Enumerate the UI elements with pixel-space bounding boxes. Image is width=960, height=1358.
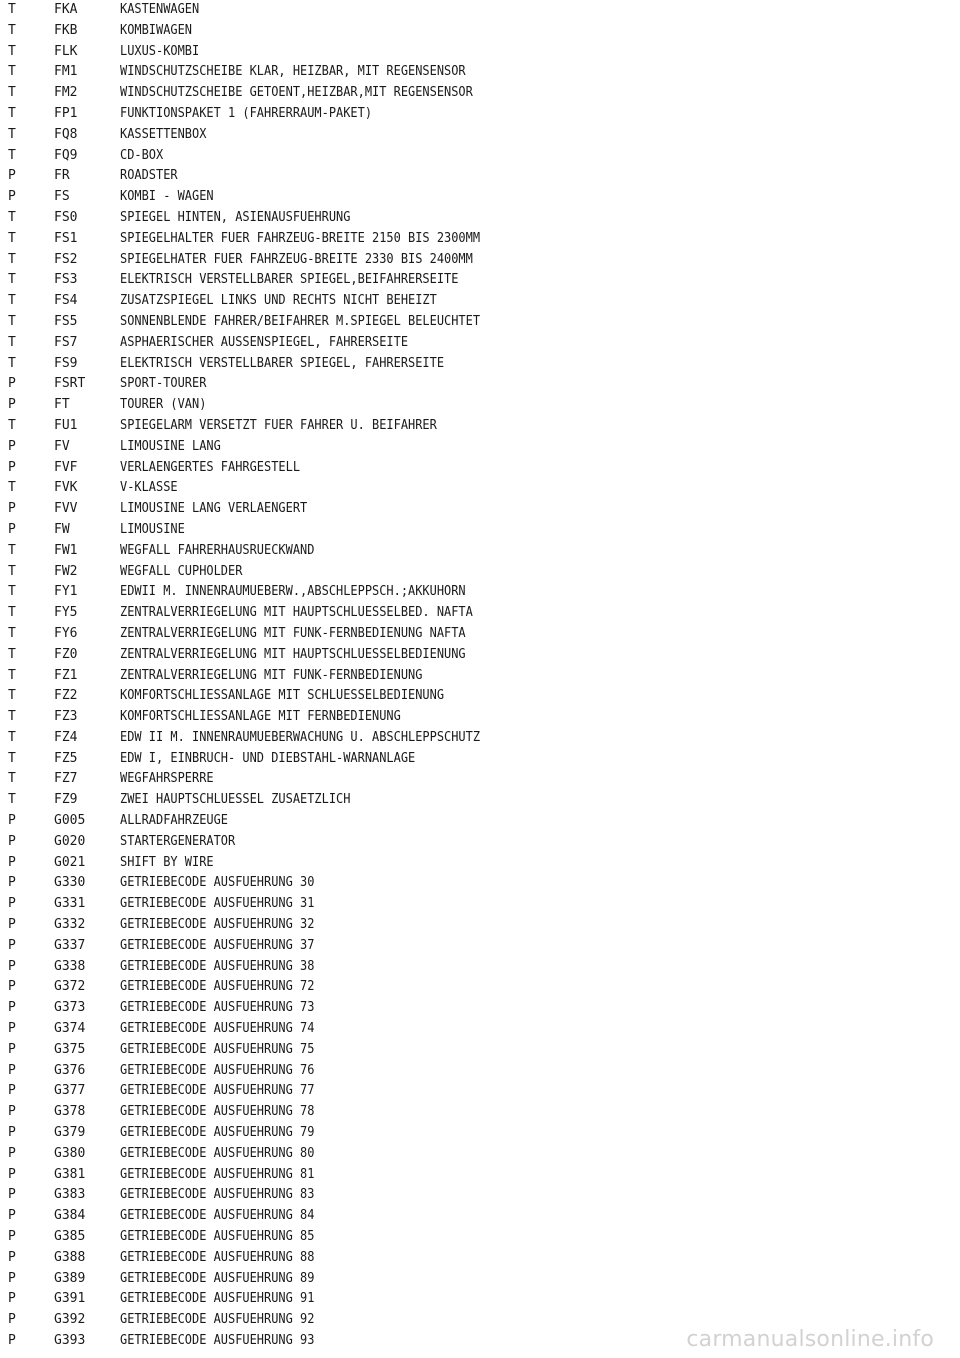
code-row (8, 208, 948, 229)
entry-description: GETRIEBECODE AUSFUEHRUNG 81 (120, 1166, 315, 1182)
entry-code: G389 (54, 1270, 86, 1286)
entry-description: ZENTRALVERRIEGELUNG MIT HAUPTSCHLUESSELBEDIENUNG (120, 646, 466, 662)
entry-type: T (8, 22, 16, 38)
code-row (8, 42, 948, 63)
code-row (8, 1144, 948, 1165)
entry-code: FSRT (54, 376, 86, 392)
entry-type: P (8, 1000, 16, 1016)
entry-type: P (8, 1208, 16, 1224)
code-row (8, 582, 948, 603)
entry-type: P (8, 189, 16, 205)
entry-type: P (8, 1333, 16, 1348)
entry-code: G380 (54, 1145, 86, 1161)
entry-description: GETRIEBECODE AUSFUEHRUNG 89 (120, 1270, 315, 1286)
entry-code: FVK (54, 480, 78, 496)
entry-description: SONNENBLENDE FAHRER/BEIFAHRER M.SPIEGEL BELEUCHTET (120, 313, 481, 329)
entry-description: KOMFORTSCHLIESSANLAGE MIT SCHLUESSELBEDIENUNG (120, 688, 445, 704)
entry-type: P (8, 1021, 16, 1037)
code-row (8, 146, 948, 167)
entry-type: T (8, 355, 16, 371)
entry-type: P (8, 1291, 16, 1307)
entry-type: P (8, 1187, 16, 1203)
entry-description: ASPHAERISCHER AUSSENSPIEGEL, FAHRERSEITE (120, 334, 409, 350)
entry-type: P (8, 1166, 16, 1182)
entry-type: T (8, 625, 16, 641)
code-row (8, 62, 948, 83)
code-row (8, 21, 948, 42)
entry-description: ELEKTRISCH VERSTELLBARER SPIEGEL, FAHRERSEITE (120, 355, 445, 371)
entry-type: P (8, 1229, 16, 1245)
code-row (8, 1206, 948, 1227)
entry-description: GETRIEBECODE AUSFUEHRUNG 77 (120, 1083, 315, 1099)
code-row (8, 707, 948, 728)
code-row (8, 666, 948, 687)
entry-description: LIMOUSINE (120, 521, 185, 537)
entry-description: KOMFORTSCHLIESSANLAGE MIT FERNBEDIENUNG (120, 709, 401, 725)
entry-description: KASTENWAGEN (120, 2, 200, 17)
entry-type: P (8, 833, 16, 849)
entry-description: GETRIEBECODE AUSFUEHRUNG 93 (120, 1333, 315, 1348)
entry-code: FKA (54, 2, 78, 17)
entry-code: G005 (54, 813, 86, 829)
entry-description: FUNKTIONSPAKET 1 (FAHRERRAUM-PAKET) (120, 105, 373, 121)
entry-description: GETRIEBECODE AUSFUEHRUNG 91 (120, 1291, 315, 1307)
entry-description: EDW I, EINBRUCH- UND DIEBSTAHL-WARNANLAGE (120, 750, 416, 766)
entry-code: G376 (54, 1062, 86, 1078)
code-row (8, 437, 948, 458)
entry-type: T (8, 542, 16, 558)
code-row (8, 1248, 948, 1269)
entry-code: FZ7 (54, 771, 78, 787)
code-row (8, 104, 948, 125)
code-row (8, 894, 948, 915)
entry-type: T (8, 334, 16, 350)
entry-type: T (8, 313, 16, 329)
code-row (8, 250, 948, 271)
entry-type: P (8, 979, 16, 995)
entry-description: GETRIEBECODE AUSFUEHRUNG 38 (120, 958, 315, 974)
entry-code: FP1 (54, 105, 78, 121)
code-row (8, 603, 948, 624)
entry-code: FZ5 (54, 750, 78, 766)
entry-type: T (8, 584, 16, 600)
entry-description: WEGFALL CUPHOLDER (120, 563, 243, 579)
entry-type: P (8, 854, 16, 870)
entry-type: T (8, 563, 16, 579)
entry-type: T (8, 792, 16, 808)
entry-code: G379 (54, 1125, 86, 1141)
entry-code: FS (54, 189, 70, 205)
entry-description: ZENTRALVERRIEGELUNG MIT FUNK-FERNBEDIENUNG NAFTA (120, 625, 466, 641)
entry-description: SPIEGEL HINTEN, ASIENAUSFUEHRUNG (120, 209, 351, 225)
entry-type: T (8, 771, 16, 787)
entry-code: G374 (54, 1021, 86, 1037)
entry-code: FR (54, 168, 70, 184)
entry-code: G381 (54, 1166, 86, 1182)
entry-description: WEGFALL FAHRERHAUSRUECKWAND (120, 542, 315, 558)
code-row (8, 1081, 948, 1102)
code-row (8, 499, 948, 520)
entry-description: GETRIEBECODE AUSFUEHRUNG 37 (120, 937, 315, 953)
code-row (8, 270, 948, 291)
entry-code: FZ4 (54, 729, 78, 745)
code-row (8, 166, 948, 187)
entry-description: LIMOUSINE LANG VERLAENGERT (120, 501, 308, 517)
code-row (8, 0, 948, 21)
entry-code: FZ1 (54, 667, 78, 683)
entry-code: FS0 (54, 209, 78, 225)
entry-description: VERLAENGERTES FAHRGESTELL (120, 459, 301, 475)
entry-description: KOMBI - WAGEN (120, 189, 214, 205)
code-row (8, 229, 948, 250)
code-row (8, 354, 948, 375)
entry-description: GETRIEBECODE AUSFUEHRUNG 31 (120, 896, 315, 912)
entry-code: FVV (54, 501, 78, 517)
entry-type: T (8, 105, 16, 121)
entry-type: P (8, 521, 16, 537)
code-row (8, 187, 948, 208)
entry-type: T (8, 480, 16, 496)
code-row (8, 1123, 948, 1144)
entry-code: FQ9 (54, 147, 78, 163)
entry-description: GETRIEBECODE AUSFUEHRUNG 75 (120, 1041, 315, 1057)
entry-type: T (8, 272, 16, 288)
entry-code: FT (54, 397, 70, 413)
entry-code: FS1 (54, 230, 78, 246)
entry-code: G021 (54, 854, 86, 870)
entry-description: SHIFT BY WIRE (120, 854, 214, 870)
entry-type: P (8, 376, 16, 392)
entry-description: GETRIEBECODE AUSFUEHRUNG 85 (120, 1229, 315, 1245)
code-row (8, 541, 948, 562)
code-row (8, 624, 948, 645)
entry-code: G392 (54, 1312, 86, 1328)
entry-type: T (8, 293, 16, 309)
entry-description: GETRIEBECODE AUSFUEHRUNG 32 (120, 917, 315, 933)
code-row (8, 125, 948, 146)
entry-code: FZ9 (54, 792, 78, 808)
code-row (8, 873, 948, 894)
entry-description: ZENTRALVERRIEGELUNG MIT FUNK-FERNBEDIENUNG (120, 667, 423, 683)
entry-type: P (8, 1145, 16, 1161)
entry-code: FS5 (54, 313, 78, 329)
code-row (8, 1040, 948, 1061)
entry-code: FY5 (54, 605, 78, 621)
entry-code: G385 (54, 1229, 86, 1245)
entry-type: T (8, 85, 16, 101)
entry-description: EDW II M. INNENRAUMUEBERWACHUNG U. ABSCHLEPPSCHUTZ (120, 729, 481, 745)
entry-code: G388 (54, 1249, 86, 1265)
entry-code: FM1 (54, 64, 78, 80)
code-row (8, 998, 948, 1019)
entry-description: CD-BOX (120, 147, 164, 163)
code-row (8, 811, 948, 832)
code-row (8, 1102, 948, 1123)
code-row (8, 395, 948, 416)
entry-type: P (8, 1083, 16, 1099)
entry-type: P (8, 1312, 16, 1328)
entry-type: P (8, 168, 16, 184)
code-row (8, 416, 948, 437)
entry-type: T (8, 43, 16, 59)
entry-description: TOURER (VAN) (120, 397, 207, 413)
entry-type: T (8, 709, 16, 725)
entry-code: G372 (54, 979, 86, 995)
entry-type: P (8, 501, 16, 517)
entry-code: FS4 (54, 293, 78, 309)
entry-description: GETRIEBECODE AUSFUEHRUNG 92 (120, 1312, 315, 1328)
code-row (8, 832, 948, 853)
code-row (8, 853, 948, 874)
entry-type: T (8, 667, 16, 683)
entry-code: FV (54, 438, 70, 454)
entry-type: P (8, 896, 16, 912)
code-row (8, 957, 948, 978)
code-row (8, 291, 948, 312)
code-row (8, 977, 948, 998)
code-row (8, 520, 948, 541)
entry-type: T (8, 2, 16, 17)
code-row (8, 374, 948, 395)
entry-description: SPIEGELHATER FUER FAHRZEUG-BREITE 2330 BIS 2400MM (120, 251, 473, 267)
entry-type: T (8, 417, 16, 433)
entry-type: T (8, 750, 16, 766)
entry-code: FKB (54, 22, 78, 38)
entry-description: V-KLASSE (120, 480, 178, 496)
code-row (8, 333, 948, 354)
entry-type: P (8, 958, 16, 974)
entry-code: FZ2 (54, 688, 78, 704)
entry-description: ELEKTRISCH VERSTELLBARER SPIEGEL,BEIFAHRERSEITE (120, 272, 459, 288)
entry-code: FW2 (54, 563, 78, 579)
entry-code: FM2 (54, 85, 78, 101)
code-row (8, 686, 948, 707)
code-row (8, 936, 948, 957)
code-row (8, 1019, 948, 1040)
entry-type: T (8, 688, 16, 704)
entry-code: G330 (54, 875, 86, 891)
entry-code: G377 (54, 1083, 86, 1099)
code-row (8, 1289, 948, 1310)
code-row (8, 562, 948, 583)
code-row (8, 1269, 948, 1290)
entry-description: ZENTRALVERRIEGELUNG MIT HAUPTSCHLUESSELBED. NAFTA (120, 605, 473, 621)
entry-code: FS2 (54, 251, 78, 267)
entry-description: WEGFAHRSPERRE (120, 771, 214, 787)
code-row (8, 478, 948, 499)
entry-code: FZ3 (54, 709, 78, 725)
entry-description: GETRIEBECODE AUSFUEHRUNG 84 (120, 1208, 315, 1224)
entry-code: FS7 (54, 334, 78, 350)
entry-type: P (8, 1041, 16, 1057)
entry-description: SPIEGELARM VERSETZT FUER FAHRER U. BEIFAHRER (120, 417, 437, 433)
entry-type: P (8, 438, 16, 454)
code-row (8, 458, 948, 479)
entry-description: WINDSCHUTZSCHEIBE GETOENT,HEIZBAR,MIT REGENSENSOR (120, 85, 473, 101)
entry-type: T (8, 209, 16, 225)
entry-code: G383 (54, 1187, 86, 1203)
code-row (8, 1165, 948, 1186)
entry-type: P (8, 813, 16, 829)
entry-code: G384 (54, 1208, 86, 1224)
entry-type: T (8, 605, 16, 621)
entry-code: G020 (54, 833, 86, 849)
code-row (8, 1061, 948, 1082)
code-row (8, 790, 948, 811)
entry-description: GETRIEBECODE AUSFUEHRUNG 73 (120, 1000, 315, 1016)
entry-description: GETRIEBECODE AUSFUEHRUNG 79 (120, 1125, 315, 1141)
entry-code: G375 (54, 1041, 86, 1057)
entry-code: FLK (54, 43, 78, 59)
site-watermark: carmanualsonline.info (686, 1327, 934, 1352)
entry-type: T (8, 729, 16, 745)
entry-type: T (8, 251, 16, 267)
entry-description: GETRIEBECODE AUSFUEHRUNG 72 (120, 979, 315, 995)
entry-type: P (8, 917, 16, 933)
entry-description: STARTERGENERATOR (120, 833, 236, 849)
entry-description: ZWEI HAUPTSCHLUESSEL ZUSAETZLICH (120, 792, 351, 808)
entry-type: T (8, 64, 16, 80)
code-row (8, 83, 948, 104)
code-row (8, 749, 948, 770)
entry-code: FY1 (54, 584, 78, 600)
entry-type: P (8, 875, 16, 891)
entry-code: FZ0 (54, 646, 78, 662)
entry-code: G337 (54, 937, 86, 953)
entry-code: G373 (54, 1000, 86, 1016)
entry-code: G393 (54, 1333, 86, 1348)
entry-code: FS3 (54, 272, 78, 288)
entry-code: FW (54, 521, 70, 537)
code-row (8, 645, 948, 666)
entry-type: P (8, 1249, 16, 1265)
entry-description: GETRIEBECODE AUSFUEHRUNG 74 (120, 1021, 315, 1037)
entry-description: KASSETTENBOX (120, 126, 207, 142)
entry-description: GETRIEBECODE AUSFUEHRUNG 80 (120, 1145, 315, 1161)
entry-description: GETRIEBECODE AUSFUEHRUNG 88 (120, 1249, 315, 1265)
entry-type: P (8, 459, 16, 475)
entry-description: WINDSCHUTZSCHEIBE KLAR, HEIZBAR, MIT REGENSENSOR (120, 64, 466, 80)
entry-description: KOMBIWAGEN (120, 22, 193, 38)
entry-type: T (8, 126, 16, 142)
entry-description: ALLRADFAHRZEUGE (120, 813, 229, 829)
entry-code: FQ8 (54, 126, 78, 142)
entry-code: G332 (54, 917, 86, 933)
entry-description: GETRIEBECODE AUSFUEHRUNG 76 (120, 1062, 315, 1078)
entry-code: FU1 (54, 417, 78, 433)
entry-description: SPORT-TOURER (120, 376, 207, 392)
entry-type: P (8, 1062, 16, 1078)
code-row (8, 728, 948, 749)
entry-type: T (8, 230, 16, 246)
entry-code: G338 (54, 958, 86, 974)
code-row (8, 1185, 948, 1206)
code-row (8, 769, 948, 790)
entry-type: P (8, 1104, 16, 1120)
entry-description: LIMOUSINE LANG (120, 438, 221, 454)
entry-description: SPIEGELHALTER FUER FAHRZEUG-BREITE 2150 BIS 2300MM (120, 230, 481, 246)
entry-type: T (8, 147, 16, 163)
entry-description: ZUSATZSPIEGEL LINKS UND RECHTS NICHT BEHEIZT (120, 293, 437, 309)
entry-description: LUXUS-KOMBI (120, 43, 200, 59)
entry-type: P (8, 1270, 16, 1286)
entry-code: G391 (54, 1291, 86, 1307)
entry-type: T (8, 646, 16, 662)
code-row (8, 1227, 948, 1248)
entry-description: GETRIEBECODE AUSFUEHRUNG 83 (120, 1187, 315, 1203)
code-row (8, 915, 948, 936)
entry-code: G331 (54, 896, 86, 912)
code-list (8, 0, 948, 1352)
entry-code: FVF (54, 459, 78, 475)
code-row (8, 312, 948, 333)
entry-description: ROADSTER (120, 168, 178, 184)
entry-description: GETRIEBECODE AUSFUEHRUNG 78 (120, 1104, 315, 1120)
entry-type: P (8, 1125, 16, 1141)
entry-code: FS9 (54, 355, 78, 371)
entry-code: G378 (54, 1104, 86, 1120)
entry-description: GETRIEBECODE AUSFUEHRUNG 30 (120, 875, 315, 891)
entry-type: P (8, 937, 16, 953)
entry-description: EDWII M. INNENRAUMUEBERW.,ABSCHLEPPSCH.;AKKUHORN (120, 584, 466, 600)
entry-type: P (8, 397, 16, 413)
entry-code: FY6 (54, 625, 78, 641)
entry-code: FW1 (54, 542, 78, 558)
